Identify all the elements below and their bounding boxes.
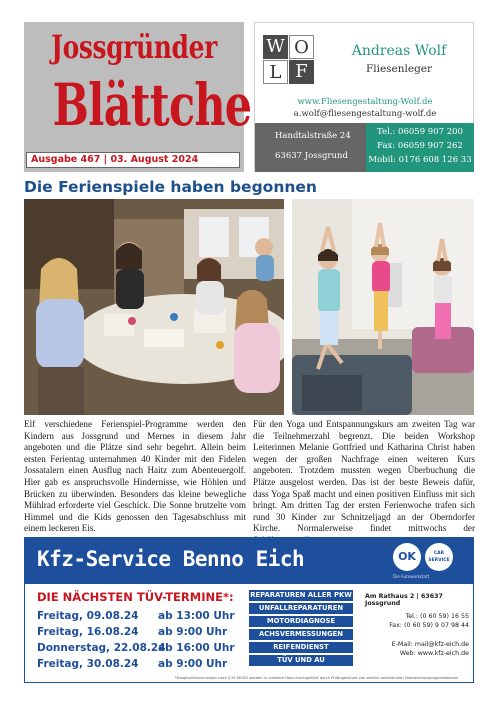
service-item: UNFALLREPARATUREN [249, 603, 353, 614]
ad-mobile: Mobil: 0176 608 126 33 [368, 155, 472, 165]
logo-letter-l: L [263, 60, 288, 84]
masthead [24, 22, 252, 172]
service-item: TÜV UND AU [249, 655, 353, 666]
article-column-2: Für den Yoga und Entspannungskurs am zweiten Tag war die Teilnehmerzahl begrenzt. Die beiden Workshop Leiterinnen Melanie Gottfried und Katharina Christ haben wegen der großen Nachfrage einen weiteren Kurs angeboten. Trotzdem mussten wegen Überbuchung die Plätze ausgelost werden. Das ist der beste Beweis dafür, dass Yoga Spaß macht und einen positiven Einfluss mit sich bringt. Am dritten Tag der ersten Ferienwoche trafen sich rund 30 Kinder zur Schnitzeljagd an der Oberndorfer Kirche. Normalerweise findet mittwochs der [253, 419, 475, 534]
photo-yoga-kids [292, 199, 474, 415]
tuev-heading: DIE NÄCHSTEN TÜV-TERMINE*: [37, 590, 234, 604]
ad-trade: Fliesenleger [365, 63, 433, 75]
logo-letter-w: W [263, 35, 288, 59]
service-item: MOTORDIAGNOSE [249, 616, 353, 627]
ad-company-name: Andreas Wolf [351, 43, 447, 59]
tuev-date: Freitag, 16.08.24 [37, 626, 139, 638]
ad-tel: Tel.: 06059 907 200 [377, 127, 463, 137]
ad-city: 63637 Jossgrund [275, 151, 348, 161]
article-headline: Die Ferienspiele haben begonnen [24, 178, 317, 196]
car-service-badge-icon: CAR SERVICE [425, 543, 453, 571]
ad-street: Handtalstraße 24 [275, 131, 351, 141]
kfz-web-link[interactable]: Web: www.kfz-eich.de [399, 650, 469, 657]
ad-kfz-service[interactable] [24, 537, 474, 683]
photo-crafting-kids [24, 199, 284, 415]
kfz-fax: Fax: (0 60 59) 9 07 98 44 [389, 622, 469, 629]
service-item: REIFENDIENST [249, 642, 353, 653]
ad-fax: Fax: 06059 907 262 [377, 141, 463, 151]
tuev-time: ab 13:00 Uhr [158, 610, 235, 622]
ad-contact-block [366, 123, 474, 172]
ad-email-link[interactable]: a.wolf@fliesengestaltung-wolf.de [293, 109, 437, 119]
logo-letter-f: F [289, 60, 314, 84]
ad-kfz-title: Kfz-Service Benno Eich [37, 547, 305, 571]
tuev-date: Freitag, 30.08.24 [37, 658, 139, 670]
ad-andreas-wolf[interactable] [254, 22, 474, 172]
badge-subtitle: Die Autowerkstatt [393, 574, 430, 579]
tuev-date: Freitag, 09.08.24 [37, 610, 139, 622]
tuev-time: ab 16:00 Uhr [158, 642, 235, 654]
kfz-address: Am Rathaus 2 | 63637 Jossgrund [365, 593, 443, 607]
ad-kfz-header [25, 538, 473, 584]
masthead-title-line1: Jossgründer [51, 28, 217, 66]
tuev-time: ab 9:00 Uhr [158, 626, 228, 638]
tuev-date: Donnerstag, 22.08.24 [37, 642, 166, 654]
ad-website-link[interactable]: www.Fliesengestaltung-Wolf.de [297, 97, 433, 107]
kfz-footnote: *Hauptuntersuchungen nach § 29 StVZO werden in unserem Haus durchgeführt durch Prüfingenieure von amtlich anerkannten Überwachungsorganisationen [175, 676, 459, 680]
masthead-title-line2: Blättche [52, 71, 252, 139]
article-column-1: Elf verschiedene Ferienspiel-Programme werden den Kindern aus Jossgrund und Mernes in diesem Jahr angeboten und die Plätze sind sehr begehrt. Allein beim ersten Ferientag unternahmen 40 Kinder mit den Fidelen Jossatalern einen Ausflug nach Haitz zum Abenteuergolf. Hier gab es anspruchsvolle Hindernisse, wie Höhlen und Brücken zu überwinden. Besonders das kleine bewegliche Mühlrad erforderte viel Geschick. Die Sonne brutzelte vom Himmel und die Kids genossen den Tagesabschluss mit einem leckeren Eis. [24, 419, 246, 534]
issue-info: Ausgabe 467 | 03. August 2024 [26, 152, 240, 168]
service-item: REPARATUREN ALLER PKW [250, 591, 352, 599]
service-item: ACHSVERMESSUNGEN [249, 629, 353, 640]
ad-address-block [255, 123, 366, 172]
logo-letter-o: O [289, 35, 314, 59]
ok-badge-icon: OK [393, 543, 421, 571]
kfz-tel: Tel.: (0 60 59) 16 55 [405, 613, 469, 620]
tuev-time: ab 9:00 Uhr [158, 658, 228, 670]
kfz-email-link[interactable]: E-Mail: mail@kfz-eich.de [391, 641, 469, 648]
